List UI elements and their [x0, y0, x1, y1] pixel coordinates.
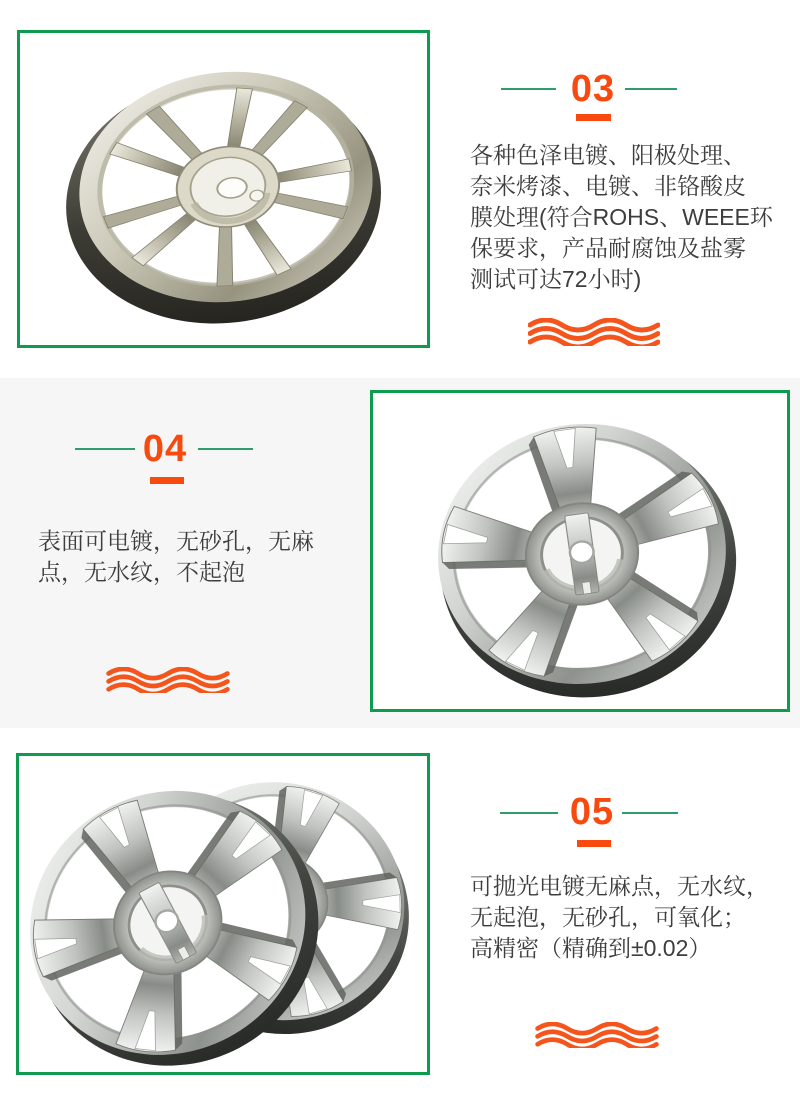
section-number: 03	[570, 68, 616, 110]
heading-dash-right	[625, 88, 677, 90]
description-line: 可抛光电镀无麻点，无水纹，	[470, 873, 769, 899]
product-photo-frame-04	[370, 390, 790, 712]
heading-dash-left	[501, 88, 556, 90]
description-line: 奈米烤漆、电镀、非铬酸皮	[470, 173, 746, 199]
heading-underline	[576, 114, 611, 121]
wave-divider-icon	[532, 1022, 662, 1048]
heading-dash-right	[198, 448, 253, 450]
section-number: 05	[569, 791, 615, 833]
wave-divider-icon	[103, 667, 233, 693]
section-description	[470, 871, 800, 964]
five-spoke-wheel-photo	[378, 398, 782, 704]
description-line: 高精密（精确到±0.02）	[470, 935, 712, 961]
description-line: 表面可电镀，无砂孔，无麻	[38, 528, 314, 554]
heading-underline	[577, 840, 611, 847]
section-03-plating-options	[0, 0, 800, 378]
description-line: 无起泡，无砂孔，可氧化；	[470, 904, 746, 930]
section-description	[38, 526, 368, 588]
section-05-precision-plating	[0, 728, 800, 1101]
heading-dash-left	[500, 812, 558, 814]
description-line: 点，无水纹，不起泡	[38, 559, 245, 585]
description-line: 保要求，产品耐腐蚀及盐雾	[470, 235, 746, 261]
wave-divider-icon	[528, 318, 660, 346]
heading-underline	[150, 477, 184, 484]
section-04-surface-quality	[0, 378, 800, 728]
description-line: 膜处理(符合ROHS、WEEE环	[470, 204, 773, 230]
two-chrome-wheels-photo	[23, 761, 423, 1067]
product-photo-frame-03	[17, 30, 430, 348]
section-number: 04	[142, 428, 188, 470]
angled-cast-wheel-photo	[26, 39, 422, 339]
heading-dash-right	[622, 812, 678, 814]
product-photo-frame-05	[16, 753, 430, 1075]
description-line: 各种色泽电镀、阳极处理、	[470, 142, 746, 168]
section-description	[470, 140, 800, 295]
description-line: 测试可达72小时)	[470, 266, 642, 292]
